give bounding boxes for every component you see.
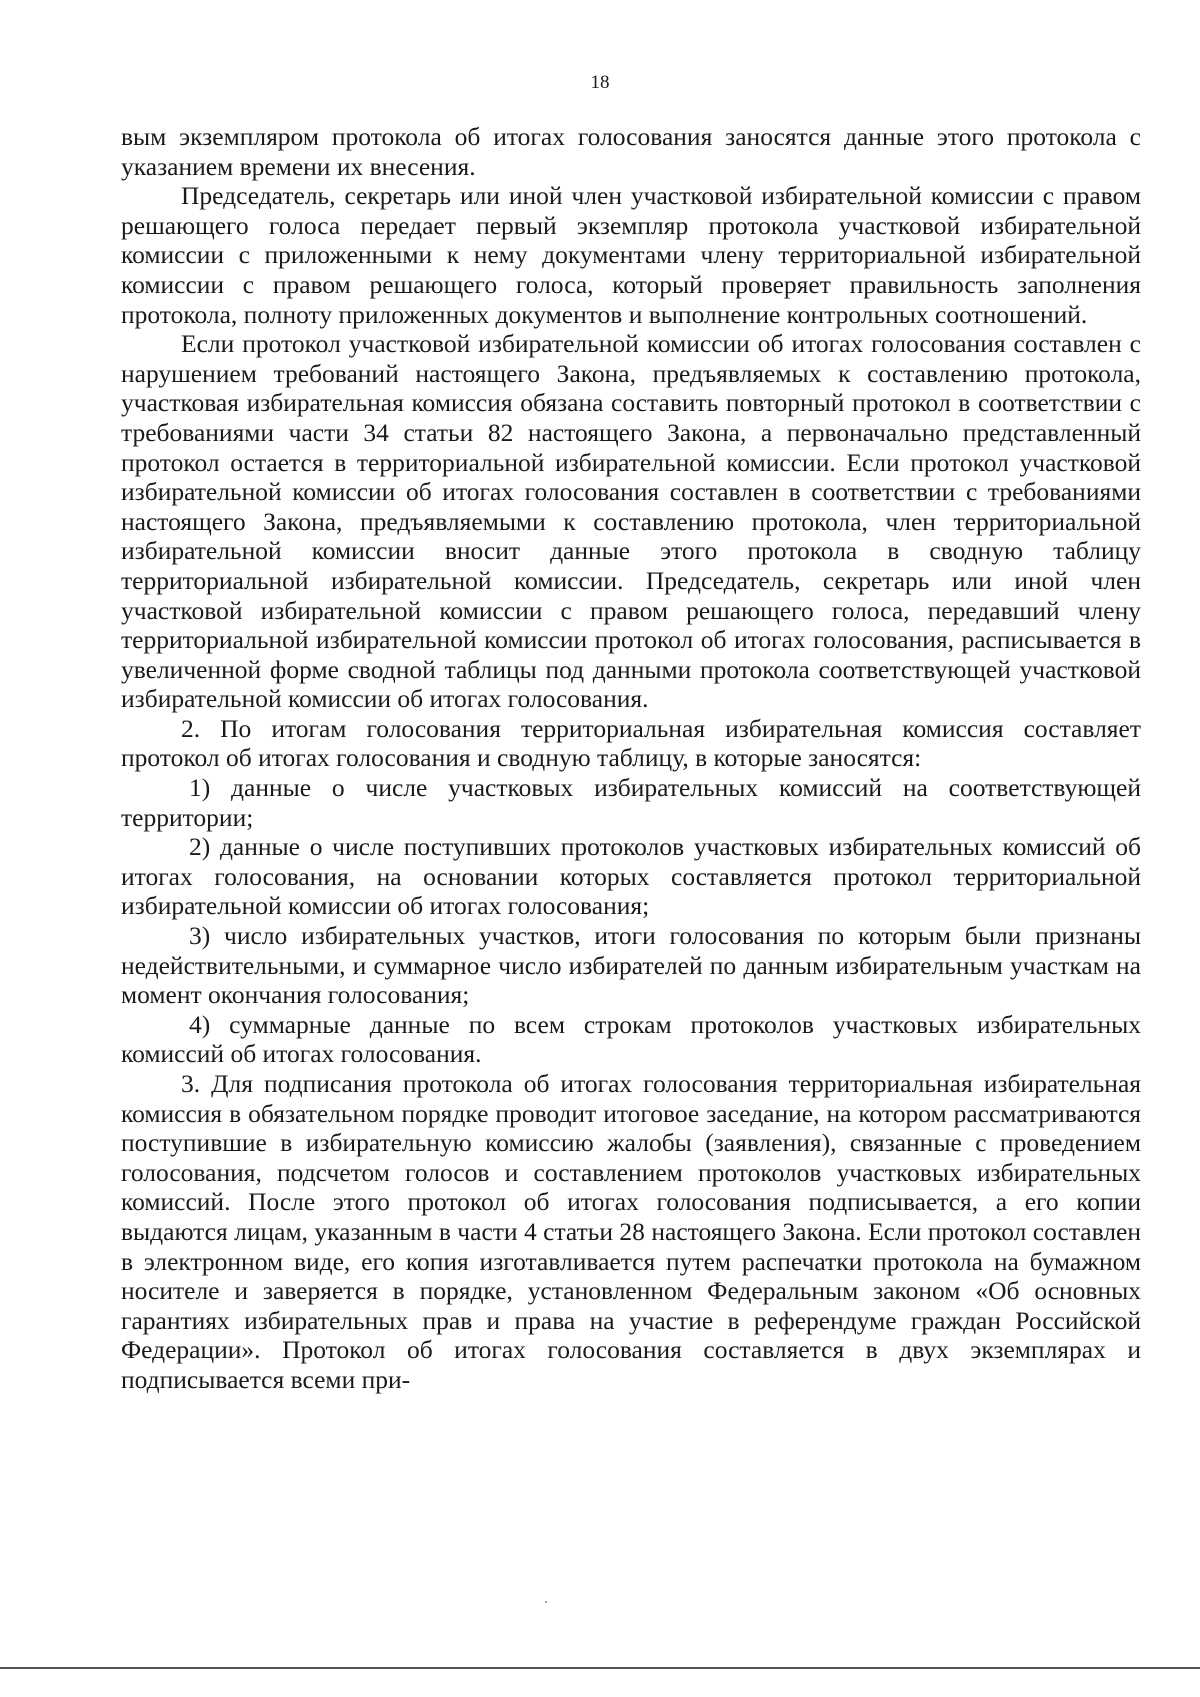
list-item-3: 3) число избирательных участков, итоги голосования по которым были признаны недействительными, и суммарное число избирателей по данным избирательным участкам на момент окончания голосования; xyxy=(121,921,1141,1010)
page-number: 18 xyxy=(590,72,610,93)
paragraph-continuation: вым экземпляром протокола об итогах голосования заносятся данные этого протокола с указанием времени их внесения. xyxy=(121,122,1141,181)
document-body xyxy=(121,122,1141,1395)
list-item-1: 1) данные о числе участковых избирательных комиссий на соответствующей территории; xyxy=(121,773,1141,832)
paragraph-protocol-violations: Если протокол участковой избирательной комиссии об итогах голосования составлен с нарушением требований настоящего Закона, предъявляемых к составлению протокола, участковая избирательная комиссия обязана составить повторный протокол в соответствии с требованиями части 34 статьи 82 настоящего Закона, а первоначально представленный протокол остается в территориальной избирательной комиссии. Если протокол участковой избирательной комиссии об итогах голосования составлен в соответствии с требованиями настоящего Закона, предъявляемыми к составлению протокола, член территориальной избирательной комиссии вносит данные этого протокола в сводную таблицу территориальной избирательной комиссии. Председатель, секретарь или иной член участковой избирательной комиссии с правом решающего голоса, передавший члену территориальной избирательной комиссии протокол об итогах голосования, расписывается в увеличенной форме сводной таблицы под данными протокола соответствующей участковой избирательной комиссии об итогах голосования. xyxy=(121,329,1141,714)
list-item-2: 2) данные о числе поступивших протоколов участковых избирательных комиссий об итогах голосования, на основании которых составляется протокол территориальной избирательной комиссии об итогах голосования; xyxy=(121,832,1141,921)
list-item-4: 4) суммарные данные по всем строкам протоколов участковых избирательных комиссий об итогах голосования. xyxy=(121,1009,1141,1069)
paragraph-section-3: 3. Для подписания протокола об итогах голосования территориальная избирательная комиссия в обязательном порядке проводит итоговое заседание, на котором рассматриваются поступившие в избирательную комиссию жалобы (заявления), связанные с проведением голосования, подсчетом голосов и составлением протоколов участковых избирательных комиссий. После этого протокол об итогах голосования подписывается, а его копии выдаются лицам, указанным в части 4 статьи 28 настоящего Закона. Если протокол составлен в электронном виде, его копия изготавливается путем распечатки протокола на бумажном носителе и заверяется в порядке, установленном Федеральным законом «Об основных гарантиях избирательных прав и права на участие в референдуме граждан Российской Федерации». Протокол об итогах голосования составляется в двух экземплярах и подписывается всеми при- xyxy=(121,1069,1141,1394)
bottom-rule xyxy=(0,1667,1200,1669)
scan-speck xyxy=(545,1601,547,1603)
paragraph-section-2: 2. По итогам голосования территориальная избирательная комиссия составляет протокол об итогах голосования и сводную таблицу, в которые заносятся: xyxy=(121,713,1141,773)
paragraph-protocol-transfer: Председатель, секретарь или иной член участковой избирательной комиссии с правом решающего голоса передает первый экземпляр протокола участковой избирательной комиссии с приложенными к нему документами члену территориальной избирательной комиссии с правом решающего голоса, который проверяет правильность заполнения протокола, полноту приложенных документов и выполнение контрольных соотношений. xyxy=(121,181,1141,329)
